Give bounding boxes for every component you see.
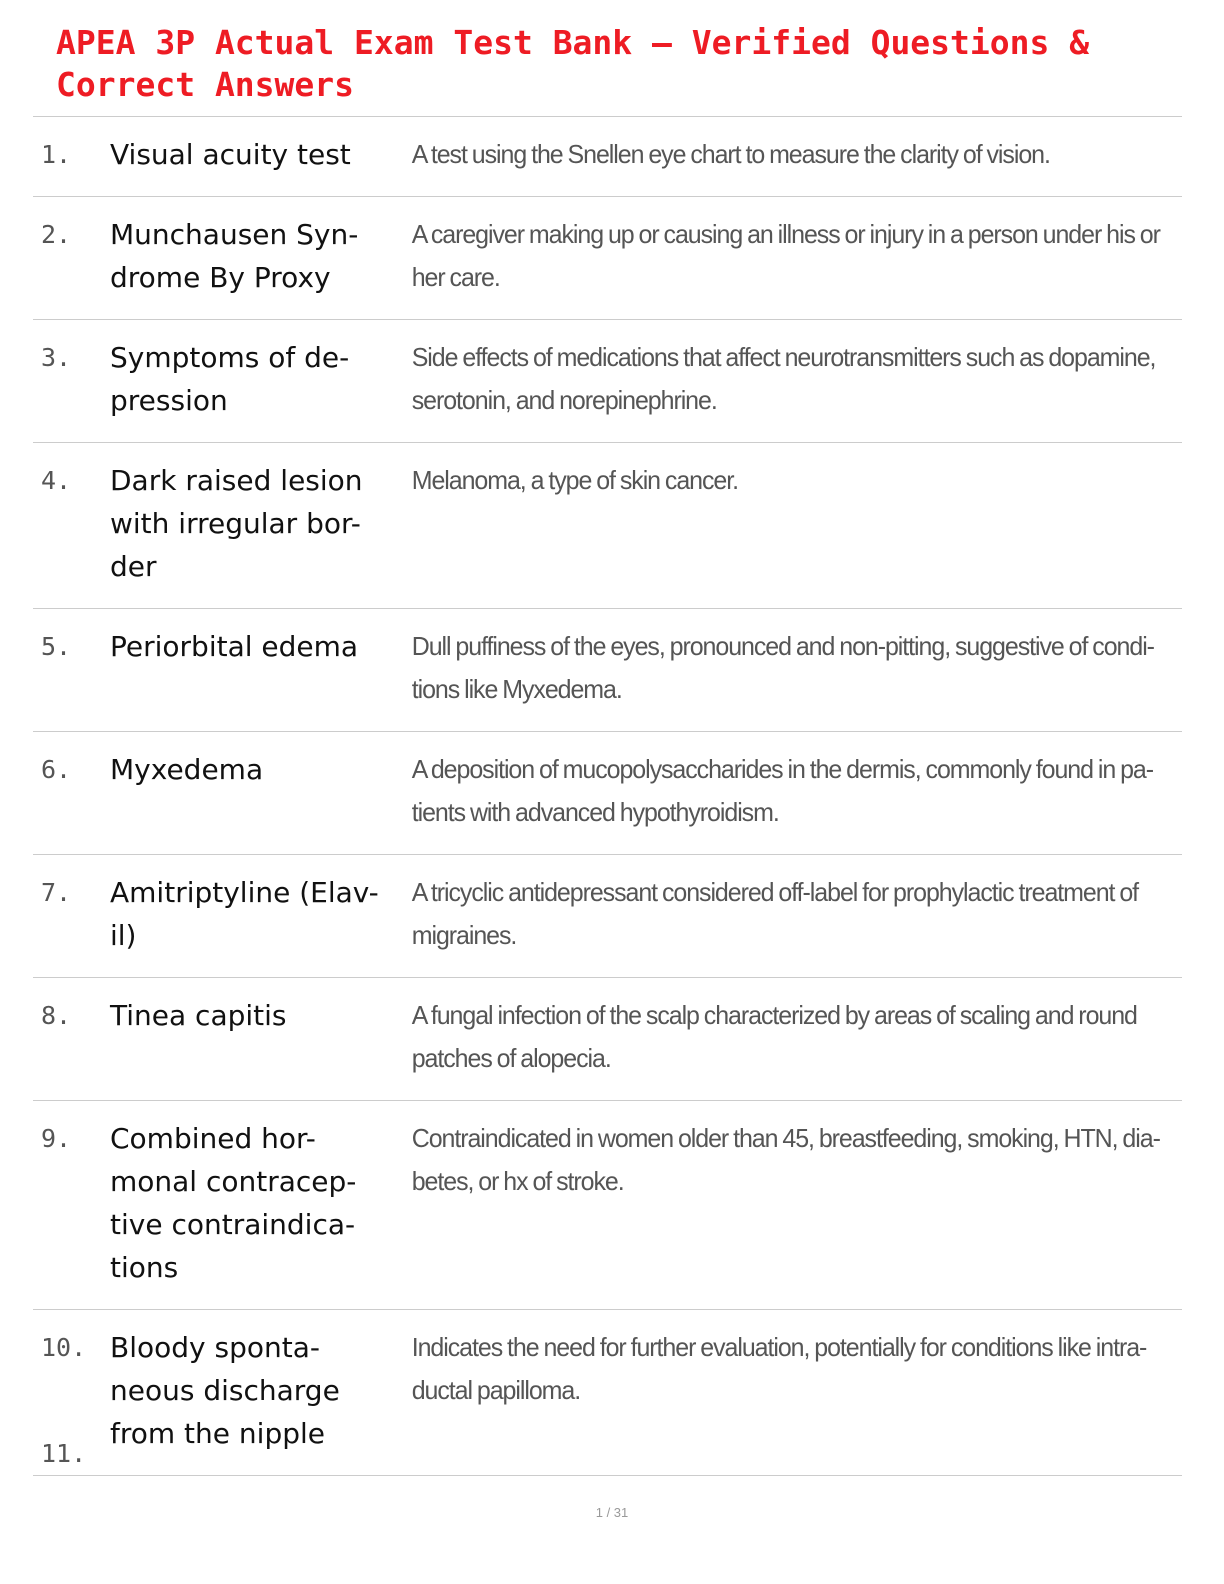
table-row bbox=[33, 609, 1182, 732]
row-term: Dark raised lesion with irregular bor-der bbox=[110, 443, 396, 609]
row-definition: A tricyclic antidepressant considered off-label for prophylactic treatment of migraines. bbox=[412, 855, 1167, 978]
row-number: 8. bbox=[33, 978, 110, 1101]
table-row bbox=[33, 855, 1182, 978]
row-term: Munchausen Syn-drome By Proxy bbox=[110, 197, 396, 320]
qa-table bbox=[33, 116, 1182, 1476]
row-number: 5. bbox=[33, 609, 110, 732]
row-term: Amitriptyline (Elav-il) bbox=[110, 855, 396, 978]
row-number: 6. bbox=[33, 732, 110, 855]
row-definition: Side effects of medications that affect neurotransmitters such as dopamine, serotonin, and norepinephrine. bbox=[412, 320, 1167, 443]
row-definition: A test using the Snellen eye chart to measure the clarity of vision. bbox=[412, 117, 1167, 197]
row-definition: A deposition of mucopolysaccharides in the dermis, commonly found in pa-tients with advanced hypothyroidism. bbox=[412, 732, 1167, 855]
table-row bbox=[33, 443, 1182, 609]
page-number: 1 / 31 bbox=[595, 1505, 629, 1520]
row-term: Tinea capitis bbox=[110, 978, 396, 1101]
row-term: Combined hor-monal contracep-tive contraindica-tions bbox=[110, 1101, 396, 1310]
row-number: 9. bbox=[33, 1101, 110, 1310]
row-term: Visual acuity test bbox=[110, 117, 396, 197]
row-definition: Melanoma, a type of skin cancer. bbox=[412, 443, 1167, 609]
table-row bbox=[33, 1101, 1182, 1310]
row-definition: A fungal infection of the scalp characterized by areas of scaling and round patches of alopecia. bbox=[412, 978, 1167, 1101]
table-row bbox=[33, 320, 1182, 443]
table-row bbox=[33, 1310, 1182, 1476]
row-number: 1. bbox=[33, 117, 110, 197]
table-row bbox=[33, 978, 1182, 1101]
row-term: Periorbital edema bbox=[110, 609, 396, 732]
row-term: Myxedema bbox=[110, 732, 396, 855]
row-definition: Indicates the need for further evaluation, potentially for conditions like intra-ductal papilloma. bbox=[412, 1310, 1167, 1476]
row-number: 4. bbox=[33, 443, 110, 609]
table-row bbox=[33, 117, 1182, 197]
table-row bbox=[33, 732, 1182, 855]
row-number: 7. bbox=[33, 855, 110, 978]
row-term: Bloody sponta-neous discharge from the nipple bbox=[110, 1310, 396, 1476]
row-number: 3. bbox=[33, 320, 110, 443]
table-row bbox=[33, 197, 1182, 320]
row-number: 2. bbox=[33, 197, 110, 320]
row-definition: A caregiver making up or causing an illness or injury in a person under his or her care. bbox=[412, 197, 1167, 320]
qa-table-body bbox=[33, 117, 1182, 1476]
document-title: APEA 3P Actual Exam Test Bank – Verified Questions & Correct Answers bbox=[56, 23, 1090, 104]
row-definition: Dull puffiness of the eyes, pronounced and non-pitting, suggestive of condi-tions like Myxedema. bbox=[412, 609, 1167, 732]
row-term: Symptoms of de-pression bbox=[110, 320, 396, 443]
row-definition: Contraindicated in women older than 45, breastfeeding, smoking, HTN, dia-betes, or hx of stroke. bbox=[412, 1101, 1167, 1310]
row-number: 10. bbox=[33, 1310, 110, 1476]
next-row-number: 11. bbox=[41, 1439, 87, 1468]
